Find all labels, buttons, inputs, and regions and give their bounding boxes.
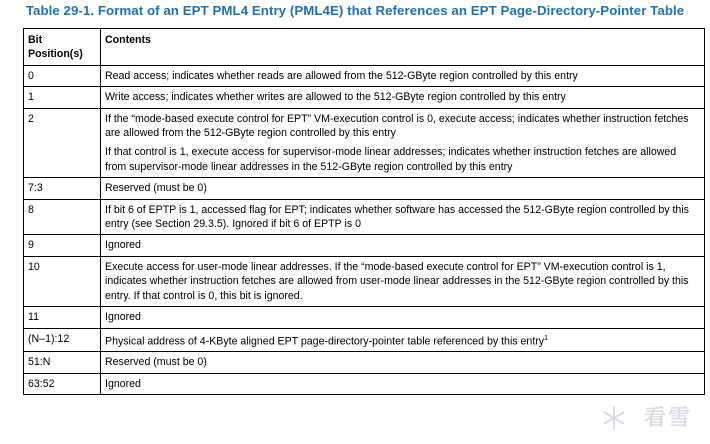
contents-text: Execute access for user-mode linear addresses. If the “mode-based execute control for EPT” VM-execution control is 1, indicates whether instruction fetches are allowed from user-mode linear addresses in the 512-GByte region controlled by this entry. If that control is 0, this bit is ignored. [105, 260, 689, 302]
table-row [24, 108, 705, 178]
bit-position-cell: 11 [24, 307, 101, 328]
contents-cell [101, 108, 705, 178]
contents-paragraph [105, 112, 700, 141]
contents-text: Ignored [105, 311, 141, 324]
watermark-text: 看雪 [643, 405, 692, 430]
table-row [24, 65, 705, 86]
contents-paragraph [105, 145, 700, 174]
contents-cell [101, 373, 705, 394]
contents-text: Reserved (must be 0) [105, 182, 207, 195]
contents-cell [101, 199, 705, 235]
table-title: Table 29-1. Format of an EPT PML4 Entry (PML4E) that References an EPT Page-Directory-Pointer Table [25, 3, 685, 18]
contents-text: Reserved (must be 0) [105, 356, 207, 369]
table-row [24, 352, 705, 373]
table-row [24, 373, 705, 394]
table-row [24, 256, 705, 306]
contents-cell [101, 87, 705, 108]
contents-paragraph [105, 355, 700, 369]
contents-cell [101, 256, 705, 306]
table-body [24, 65, 705, 394]
contents-paragraph [105, 90, 700, 104]
contents-text: Ignored [105, 239, 141, 252]
table-row [24, 87, 705, 108]
bit-position-cell: 7:3 [24, 178, 101, 199]
contents-text: If bit 6 of EPTP is 1, accessed flag for EPT; indicates whether software has accessed the 512-GByte region controlled by this entry (see Section 29.3.5). Ignored if bit 6 of EPTP is 0 [105, 203, 689, 231]
snowflake-watermark-icon [600, 404, 628, 432]
bit-position-cell: 8 [24, 199, 101, 235]
contents-paragraph [105, 181, 700, 195]
bit-position-cell: 9 [24, 235, 101, 256]
table-row [24, 235, 705, 256]
bit-position-cell: 10 [24, 256, 101, 306]
contents-text: Ignored [105, 377, 141, 390]
table-row [24, 307, 705, 328]
bit-position-cell: 2 [24, 108, 101, 178]
contents-paragraph [105, 332, 700, 349]
contents-cell [101, 65, 705, 86]
contents-cell [101, 235, 705, 256]
bit-position-cell: 51:N [24, 352, 101, 373]
contents-paragraph [105, 310, 700, 324]
table-row [24, 328, 705, 352]
contents-text: Physical address of 4-KByte aligned EPT page-directory-pointer table referenced by this entry [105, 335, 545, 348]
bit-position-cell: (N–1):12 [24, 328, 101, 352]
contents-paragraph [105, 203, 700, 232]
bit-position-cell: 63:52 [24, 373, 101, 394]
contents-paragraph [105, 69, 700, 83]
contents-text: If the “mode-based execute control for EPT” VM-execution control is 0, execute access; indicates whether instruction fetches are allowed from the 512-GByte region controlled by this entry [105, 112, 689, 140]
footnote-marker: 1 [544, 334, 548, 342]
table-header-row [24, 29, 705, 66]
table-row [24, 199, 705, 235]
contents-cell [101, 352, 705, 373]
bit-position-cell: 0 [24, 65, 101, 86]
ept-pml4e-format-table [23, 28, 705, 395]
contents-text: If that control is 1, execute access for supervisor-mode linear addresses; indicates whether instruction fetches are allowed from supervisor-mode linear addresses in the 512-GByte region controlled by this entry [105, 146, 677, 173]
contents-cell [101, 307, 705, 328]
header-contents: Contents [101, 29, 705, 66]
bit-position-cell: 1 [24, 87, 101, 108]
contents-paragraph [105, 238, 700, 252]
contents-cell [101, 178, 705, 199]
contents-text: Write access; indicates whether writes are allowed to the 512-GByte region controlled by this entry [105, 91, 566, 104]
contents-text: Read access; indicates whether reads are allowed from the 512-GByte region controlled by this entry [105, 69, 578, 82]
contents-paragraph [105, 260, 700, 303]
table-row [24, 178, 705, 199]
contents-paragraph [105, 377, 700, 391]
header-bit-positions: Bit Position(s) [24, 29, 101, 66]
contents-cell [101, 328, 705, 352]
